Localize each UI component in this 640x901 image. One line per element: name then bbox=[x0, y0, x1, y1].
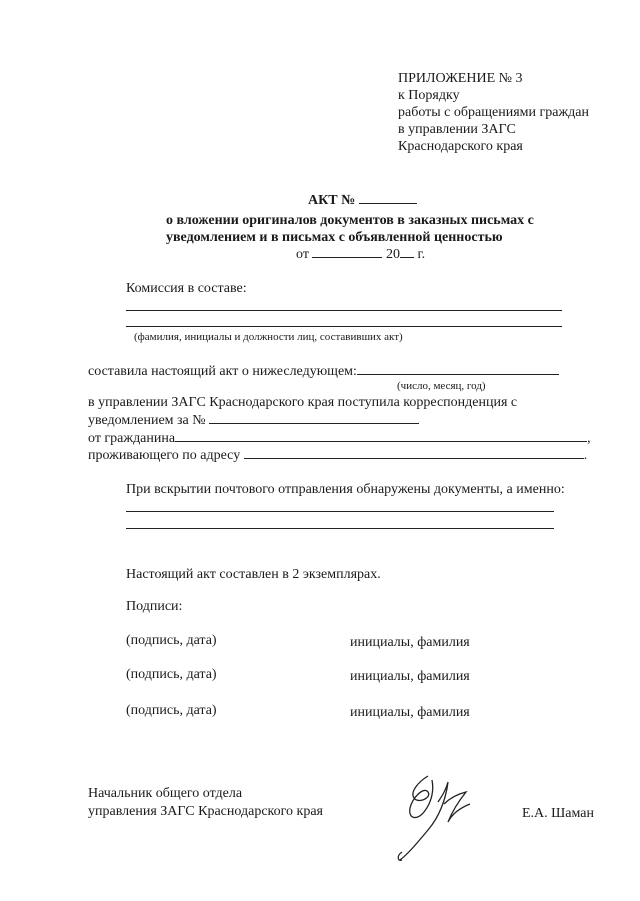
signature-left-3: (подпись, дата) bbox=[126, 703, 217, 718]
footer-position-line2: управления ЗАГС Краснодарского края bbox=[88, 804, 323, 819]
appendix-line: работы с обращениями граждан bbox=[398, 105, 589, 120]
footer-signatory-name: Е.А. Шаман bbox=[522, 806, 594, 821]
citizen-line bbox=[88, 430, 591, 447]
date-fill-blank bbox=[357, 374, 559, 375]
composed-line bbox=[88, 363, 559, 380]
appendix-line: ПРИЛОЖЕНИЕ № 3 bbox=[398, 71, 523, 86]
date-from: от bbox=[296, 247, 309, 262]
act-title bbox=[308, 192, 417, 209]
appendix-line: к Порядку bbox=[398, 88, 460, 103]
citizen-comma: , bbox=[587, 431, 591, 446]
handwritten-signature bbox=[388, 768, 478, 868]
documents-line-2 bbox=[126, 528, 554, 529]
composed-text: составила настоящий акт о нижеследующем: bbox=[88, 364, 357, 379]
signatures-label: Подписи: bbox=[126, 599, 183, 614]
appendix-line: в управлении ЗАГС bbox=[398, 122, 516, 137]
act-title-text: АКТ № bbox=[308, 193, 356, 208]
signature-left-1: (подпись, дата) bbox=[126, 633, 217, 648]
date-g: г. bbox=[417, 247, 426, 262]
date-blank bbox=[312, 257, 382, 258]
notice-number-blank bbox=[209, 423, 419, 424]
commission-line-2 bbox=[126, 326, 562, 327]
signature-right-2: инициалы, фамилия bbox=[350, 669, 470, 684]
address-line bbox=[88, 447, 587, 464]
footer-position-line1: Начальник общего отдела bbox=[88, 786, 243, 801]
notice-text: уведомлением за № bbox=[88, 413, 206, 428]
received-line: в управлении ЗАГС Краснодарского края поступила корреспонденция с bbox=[88, 395, 518, 410]
appendix-line: Краснодарского края bbox=[398, 139, 523, 154]
citizen-blank bbox=[175, 441, 587, 442]
signature-right-1: инициалы, фамилия bbox=[350, 635, 470, 650]
notice-line bbox=[88, 412, 419, 429]
opened-label: При вскрытии почтового отправления обнаружены документы, а именно: bbox=[126, 482, 565, 497]
act-subtitle-line2: уведомлением и в письмах с объявленной ценностью bbox=[166, 230, 503, 245]
act-number-blank bbox=[359, 203, 417, 204]
signature-right-3: инициалы, фамилия bbox=[350, 705, 470, 720]
address-period: . bbox=[583, 448, 588, 463]
documents-line-1 bbox=[126, 511, 554, 512]
address-blank bbox=[244, 458, 584, 459]
date-year: 20 bbox=[385, 247, 400, 262]
address-text: проживающего по адресу bbox=[88, 448, 241, 463]
commission-label: Комиссия в составе: bbox=[126, 281, 247, 296]
appendix-block bbox=[398, 70, 589, 155]
signature-left-2: (подпись, дата) bbox=[126, 667, 217, 682]
copies-text: Настоящий акт составлен в 2 экземплярах. bbox=[126, 567, 381, 582]
year-blank bbox=[400, 257, 414, 258]
date-caption: (число, месяц, год) bbox=[397, 380, 486, 392]
commission-caption: (фамилия, инициалы и должности лиц, составивших акт) bbox=[134, 331, 403, 343]
act-subtitle-line1: о вложении оригиналов документов в заказных письмах с bbox=[166, 213, 534, 228]
citizen-text: от гражданина bbox=[88, 431, 176, 446]
commission-line-1 bbox=[126, 310, 562, 311]
act-date bbox=[296, 246, 425, 263]
